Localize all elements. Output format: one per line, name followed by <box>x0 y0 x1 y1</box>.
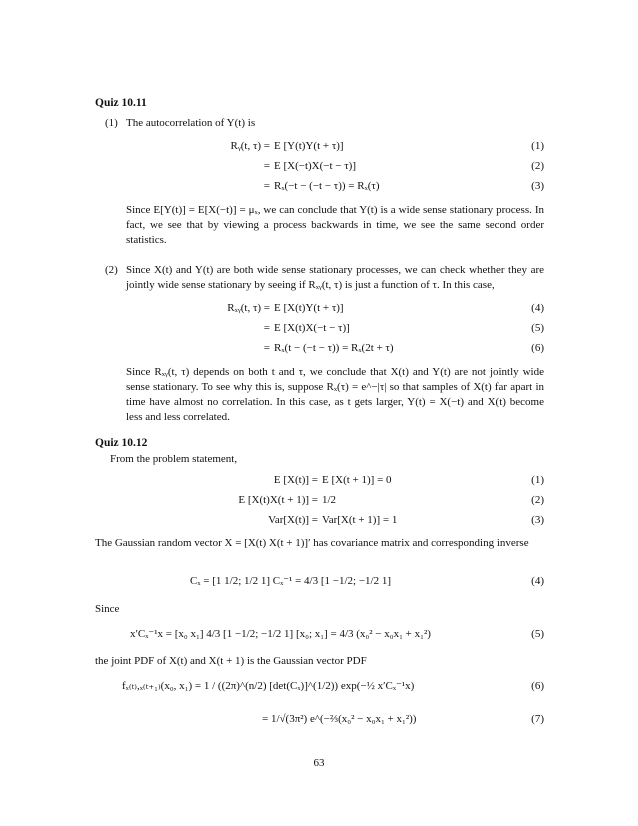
joint-pdf-text: the joint PDF of X(t) and X(t + 1) is the Gaussian vector PDF <box>95 655 367 667</box>
eq1-rhs: E [Y(t)Y(t + τ)] <box>274 140 344 152</box>
q12-eq1-lhs: E [X(t)] = <box>273 474 318 486</box>
part2-marker: (2) <box>105 264 118 276</box>
eq6-gaussian-pdf: fₓ₍ₜ₎,ₓ₍ₜ₊₁₎(x₀, x₁) = 1 / ((2π)^(n/2) [det(Cₓ)]^(1/2)) exp(−½ x′Cₓ⁻¹x) <box>122 680 415 692</box>
quiz-10-12-intro: From the problem statement, <box>110 453 238 465</box>
eq5-number: (5) <box>531 322 544 334</box>
eq3-number: (3) <box>531 180 544 192</box>
part1-marker: (1) <box>105 117 118 129</box>
eq5-rhs: E [X(t)X(−t − τ)] <box>274 322 350 334</box>
part1-text: Since E[Y(t)] = E[X(−t)] = μₓ, we can conclude that Y(t) is a wide sense stationary process. In fact, we see that by viewing a process backwards in time, we see the same second order statistics. <box>126 204 544 246</box>
q12-eq2-rhs: 1/2 <box>322 494 337 506</box>
q12-eq2-number: (2) <box>531 494 544 506</box>
part2-intro: Since X(t) and Y(t) are both wide sense stationary processes, we can check whether they are jointly wide sense stationary by seeing if Rₓᵧ(t, τ) is just a function of τ. In this case, <box>126 264 544 291</box>
eq1-lhs: Rᵧ(t, τ) = <box>230 140 270 152</box>
eq7-simplified-pdf: = 1/√(3π²) e^(−⅔(x₀² − x₀x₁ + x₁²)) <box>262 713 417 725</box>
quiz-10-12-heading: Quiz 10.12 <box>95 437 148 449</box>
eq2-rhs: E [X(−t)X(−t − τ)] <box>274 160 356 172</box>
part1-intro: The autocorrelation of Y(t) is <box>126 117 256 129</box>
gaussian-vector-text: The Gaussian random vector X = [X(t) X(t + 1)]′ has covariance matrix and corresponding inverse <box>95 537 529 549</box>
q12-eq7-number: (7) <box>531 713 544 725</box>
eq5-quadratic-form: x′Cₓ⁻¹x = [x₀ x₁] 4/3 [1 −1/2; −1/2 1] [x₀; x₁] = 4/3 (x₀² − x₀x₁ + x₁²) <box>130 628 431 640</box>
q12-eq3-number: (3) <box>531 514 544 526</box>
q12-eq1-number: (1) <box>531 474 544 486</box>
q12-eq3-lhs: Var[X(t)] = <box>268 514 318 526</box>
quiz-10-11-heading: Quiz 10.11 <box>95 97 147 109</box>
eq2-number: (2) <box>531 160 544 172</box>
q12-eq1-rhs: E [X(t + 1)] = 0 <box>322 474 392 486</box>
q12-eq5-number: (5) <box>531 628 544 640</box>
eq6-number: (6) <box>531 342 544 354</box>
q12-eq4-number: (4) <box>531 575 544 587</box>
q12-eq3-rhs: Var[X(t + 1)] = 1 <box>322 514 398 526</box>
eq2-lhs: = <box>263 160 270 172</box>
q12-eq2-lhs: E [X(t)X(t + 1)] = <box>238 494 318 506</box>
eq4-number: (4) <box>531 302 544 314</box>
eq4-lhs: Rₓᵧ(t, τ) = <box>227 302 270 314</box>
eq6-rhs: Rₓ(t − (−t − τ)) = Rₓ(2t + τ) <box>274 342 394 354</box>
since-label: Since <box>95 603 120 615</box>
eq5-lhs: = <box>263 322 270 334</box>
page-number: 63 <box>313 757 325 769</box>
eq4-rhs: E [X(t)Y(t + τ)] <box>274 302 344 314</box>
part2-text: Since Rₓᵧ(t, τ) depends on both t and τ, we conclude that X(t) and Y(t) are not jointly wide sense stationary. To see why this is, suppose Rₓ(τ) = e^−|τ| so that samples of X(t) far apart in time have almost no correlation. In this case, as t gets larger, Y(t) = X(−t) and X(t) become less and less correlated. <box>126 366 544 423</box>
eq3-lhs: = <box>263 180 270 192</box>
q12-eq6-number: (6) <box>531 680 544 692</box>
eq6-lhs: = <box>263 342 270 354</box>
eq3-rhs: Rₓ(−t − (−t − τ)) = Rₓ(τ) <box>274 180 380 192</box>
eq4-covariance-matrices: Cₓ = [1 1/2; 1/2 1] Cₓ⁻¹ = 4/3 [1 −1/2; −1/2 1] <box>190 575 392 587</box>
eq1-number: (1) <box>531 140 544 152</box>
